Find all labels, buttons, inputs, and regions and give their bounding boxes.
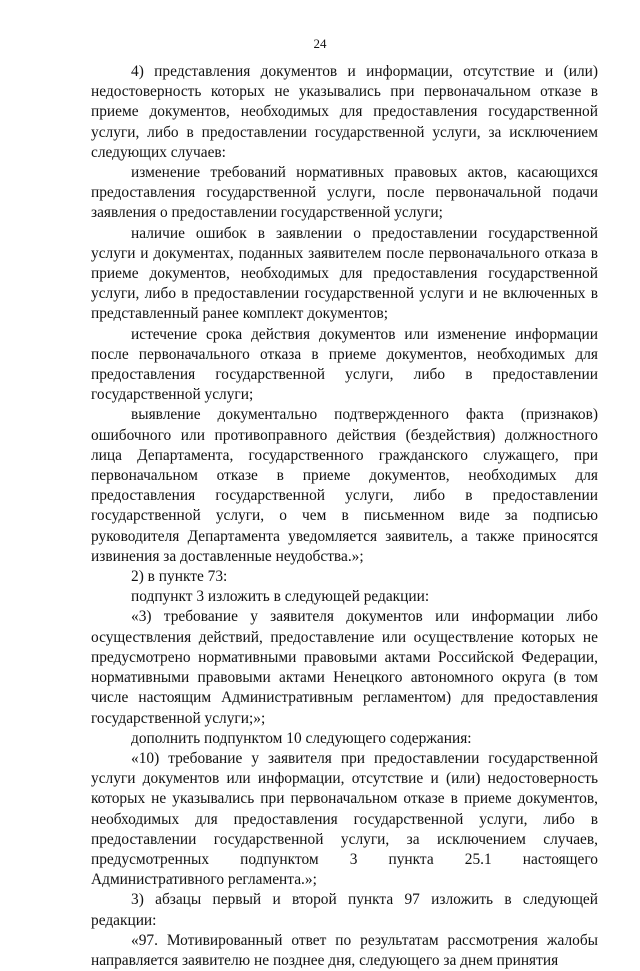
paragraph-item-4: 4) представления документов и информации, отсутствие и (или) недостоверность которых не указывались при первоначальном отказе в приеме документов, необходимых для предоставления государственной услуги, либо в предоставлении государственной услуги, за исключением следующих случаев: bbox=[91, 63, 598, 161]
paragraph-subitem-10-text: «10) требование у заявителя при предоставлении государственной услуги документов или информации, отсутствие и (или) недостоверность которых не указывались при первоначальном отказе в приеме документов, необходимых для предоставления государственной услуги, либо в предоставлении государственной услуги, за исключением случаев, предусмотренных подпунктом 3 пункта 25.1 настоящего Административного регламента.»; bbox=[91, 749, 598, 889]
paragraph-subitem-3-instruction: подпункт 3 изложить в следующей редакции: bbox=[131, 588, 430, 606]
paragraph-subitem-10-instruction: дополнить подпунктом 10 следующего содержания: bbox=[131, 729, 472, 747]
paragraph-case-regulation-change: изменение требований нормативных правовых актов, касающихся предоставления государственной услуги, после первоначальной подачи заявления о предоставлении государственной услуги; bbox=[91, 164, 598, 222]
paragraph-case-document-expiry: истечение срока действия документов или изменение информации после первоначального отказа в приеме документов, необходимых для предоставления государственной услуги, либо в предоставлении государственной услуги; bbox=[91, 325, 598, 404]
paragraph-subitem-3-text: «3) требование у заявителя документов или информации либо осуществления действий, предоставление или осуществление которых не предусмотрено нормативными правовыми актами Российской Федерации, нормативными правовыми актами Ненецкого автономного округа (в том числе настоящим Административным регламентом) для предоставления государственной услуги;»; bbox=[91, 608, 598, 727]
paragraph-item-2-point-73: 2) в пункте 73: bbox=[131, 568, 228, 586]
paragraph-case-errors-in-application: наличие ошибок в заявлении о предоставлении государственной услуги и документах, поданных заявителем после первоначального отказа в приеме документов, необходимых для предоставления государственной услуги, либо в предоставлении государственной услуги и не включенных в представленный ранее комплект документов; bbox=[91, 224, 598, 323]
paragraph-point-97-text: «97. Мотивированный ответ по результатам рассмотрения жалобы направляется заявителю не позднее дня, следующего за днем принятия bbox=[91, 931, 598, 969]
page-number: 24 bbox=[313, 36, 327, 51]
document-body bbox=[91, 62, 598, 971]
paragraph-item-3-point-97: 3) абзацы первый и второй пункта 97 изложить в следующей редакции: bbox=[91, 891, 598, 929]
paragraph-case-erroneous-action: выявление документально подтвержденного факта (признаков) ошибочного или противоправного действия (бездействия) должностного лица Департамента, государственного гражданского служащего, при первоначальном отказе в приеме документов, необходимых для предоставления государственной услуги, либо в предоставлении государственной услуги, о чем в письменном виде за подписью руководителя Департамента уведомляется заявитель, а также приносятся извинения за доставленные неудобства.»; bbox=[91, 406, 598, 565]
